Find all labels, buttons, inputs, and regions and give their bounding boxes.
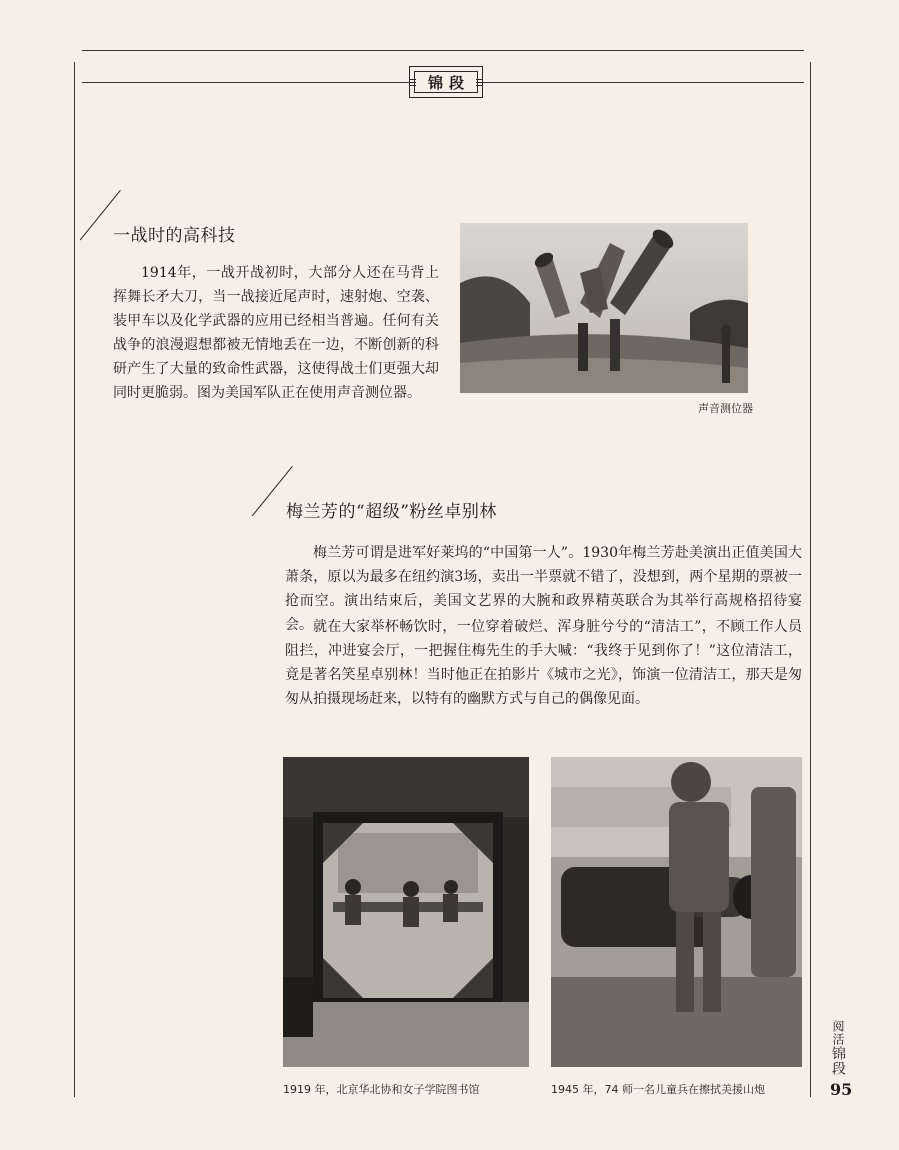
child-soldier-photo-caption: 1945 年，74 师一名儿童兵在擦拭美援山炮 [551,1083,765,1096]
column-top-label: 阅活 [831,1020,845,1046]
section-badge [409,66,483,98]
sound-locator-caption: 声音测位器 [698,402,753,415]
section1-title: 一战时的高科技 [113,226,236,246]
sound-locator-photo [460,223,748,393]
section-badge-label: 锦段 [414,71,478,93]
top-rule [82,50,804,51]
section1-body: 1914年，一战开战初时，大部分人还在马背上挥舞长矛大刀，当一战接近尾声时，速射炮、空袭、装甲车以及化学武器的应用已经相当普遍。任何有关战争的浪漫遐想都被无情地丢在一边，不断创新的科研产生了大量的致命性武器，这使得战士们更强大却同时更脆弱。图为美国军队正在使用声音测位器。 [113,265,439,401]
header-rule-right [483,82,804,83]
library-photo-caption: 1919 年，北京华北协和女子学院图书馆 [283,1083,480,1096]
section2-paragraph-2: 就在大家举杯畅饮时，一位穿着破烂、浑身脏兮兮的“清洁工”，不顾工作人员阻拦，冲进宴会厅，一把握住梅先生的手大喊：“我终于见到你了！”这位清洁工，竟是著名笑星卓别林！当时他正在拍影片《城市之光》，饰演一位清洁工，那天是匆匆从拍摄现场赶来，以特有的幽默方式与自己的偶像见面。 [285,619,802,707]
column-label [828,1020,848,1076]
page-number: 95 [830,1080,853,1099]
section2-title: 梅兰芳的“超级”粉丝卓别林 [286,502,497,522]
header-rule-left [82,82,409,83]
column-name-label: 锦段 [830,1046,846,1076]
child-soldier-photo [551,757,802,1067]
left-border [74,62,75,1097]
right-border [810,62,811,1097]
section2-paragraph-1: 梅兰芳可谓是进军好莱坞的“中国第一人”。1930年梅兰芳赴美演出正值美国大萧条，原以为最多在纽约演3场，卖出一半票就不错了，没想到，两个星期的票被一抢而空。演出结束后，美国文艺界的大腕和政界精英联合为其举行高规格招待宴会。 [285,545,802,633]
library-photo [283,757,529,1067]
